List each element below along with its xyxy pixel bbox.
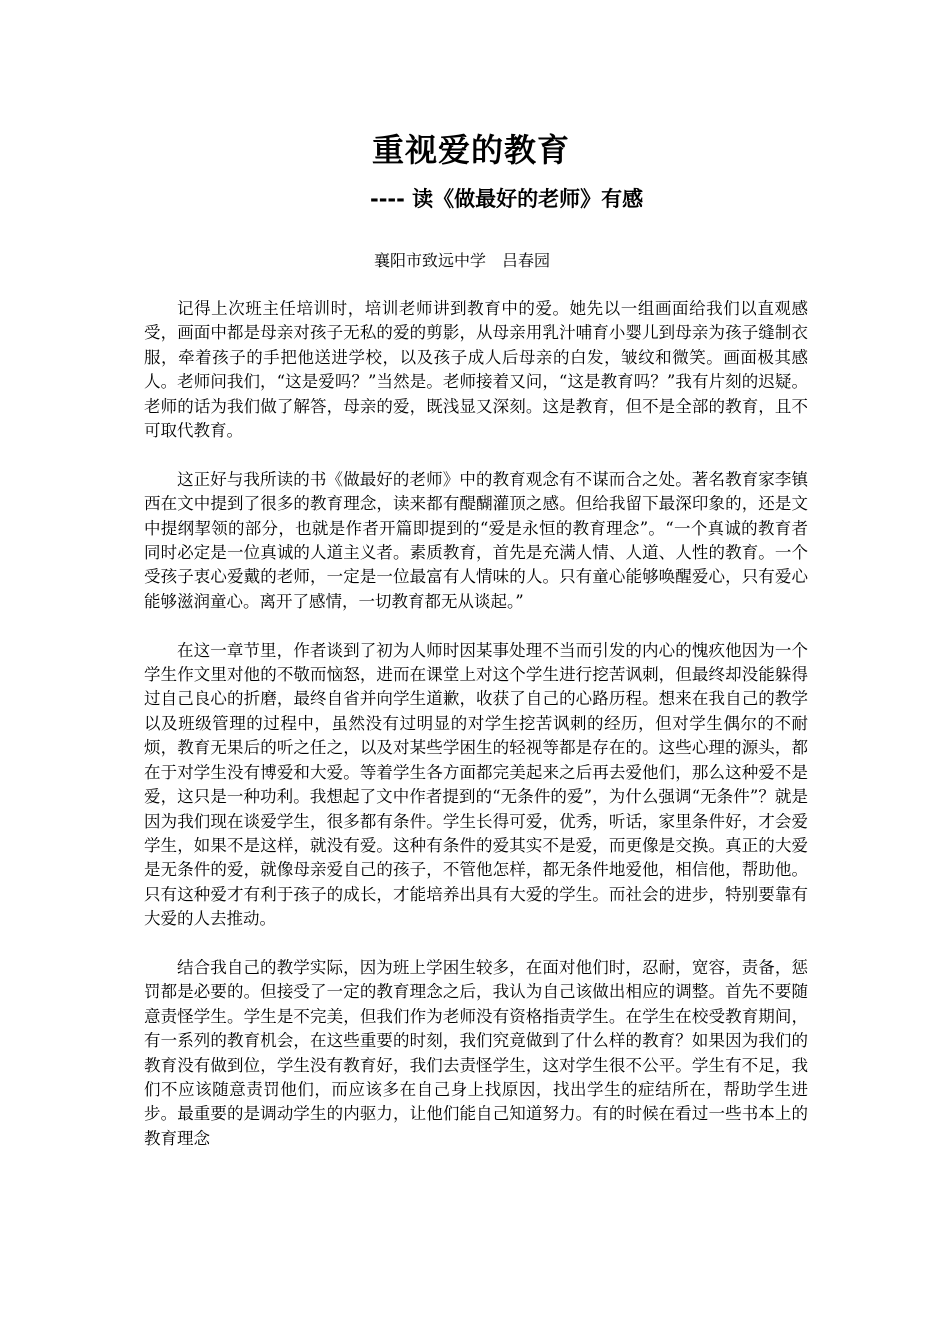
body-paragraph-3: 在这一章节里，作者谈到了初为人师时因某事处理不当而引发的内心的愧疚他因为一个学生作文里对他的不敬而恼怒，进而在课堂上对这个学生进行挖苦讽刺，但最终却没能躲得过自己良心的折磨，最终自省并向学生道歉，收获了自己的心路历程。想来在我自己的教学以及班级管理的过程中，虽然没有过明显的对学生挖苦讽刺的经历，但对学生偶尔的不耐烦，教育无果后的听之任之，以及对某些学困生的轻视等都是存在的。这些心理的源头，都在于对学生没有博爱和大爱。等着学生各方面都完美起来之后再去爱他们，那么这种爱不是爱，这只是一种功利。我想起了文中作者提到的“无条件的爱”，为什么强调“无条件”？就是因为我们现在谈爱学生，很多都有条件。学生长得可爱，优秀，听话，家里条件好，才会爱学生，如果不是这样，就没有爱。这种有条件的爱其实不是爱，而更像是交换。真正的大爱是无条件的爱，就像母亲爱自己的孩子，不管他怎样，都无条件地爱他，相信他，帮助他。只有这种爱才有利于孩子的成长，才能培养出具有大爱的学生。而社会的进步，特别要靠有大爱的人去推动。: [144, 640, 808, 929]
document-title: 重视爱的教育: [372, 131, 571, 169]
author-line: 襄阳市致远中学 吕春园: [374, 251, 551, 270]
document-subtitle: ---- 读《做最好的老师》有感: [370, 187, 644, 211]
body-paragraph-4: 结合我自己的教学实际，因为班上学困生较多，在面对他们时，忍耐，宽容，责备，惩罚都是必要的。但接受了一定的教育理念之后，我认为自己该做出相应的调整。首先不要随意责怪学生。学生是不完美，但我们作为老师没有资格指责学生。在学生在校受教育期间，有一系列的教育机会，在这些重要的时刻，我们究竟做到了什么样的教育？如果因为我们的教育没有做到位，学生没有教育好，我们去责怪学生，这对学生很不公平。学生有不足，我们不应该随意责罚他们，而应该多在自己身上找原因，找出学生的症结所在，帮助学生进步。最重要的是调动学生的内驱力，让他们能自己知道努力。有的时候在看过一些书本上的教育理念: [144, 957, 808, 1148]
body-paragraph-2: 这正好与我所读的书《做最好的老师》中的教育观念有不谋而合之处。著名教育家李镇西在文中提到了很多的教育理念，读来都有醍醐灌顶之感。但给我留下最深印象的，还是文中提纲挈领的部分，也就是作者开篇即提到的“爱是永恒的教育理念”。“一个真诚的教育者同时必定是一位真诚的人道主义者。素质教育，首先是充满人情、人道、人性的教育。一个受孩子衷心爱戴的老师，一定是一位最富有人情味的人。只有童心能够唤醒爱心，只有爱心能够滋润童心。离开了感情，一切教育都无从谈起。”: [144, 469, 808, 611]
body-paragraph-1: 记得上次班主任培训时，培训老师讲到教育中的爱。她先以一组画面给我们以直观感受，画面中都是母亲对孩子无私的爱的剪影，从母亲用乳汁哺育小婴儿到母亲为孩子缝制衣服，牵着孩子的手把他送进学校，以及孩子成人后母亲的白发，皱纹和微笑。画面极其感人。老师问我们，“这是爱吗？”当然是。老师接着又问，“这是教育吗？”我有片刻的迟疑。老师的话为我们做了解答，母亲的爱，既浅显又深刻。这是教育，但不是全部的教育，且不可取代教育。: [144, 299, 808, 441]
document-body: [144, 297, 808, 1176]
